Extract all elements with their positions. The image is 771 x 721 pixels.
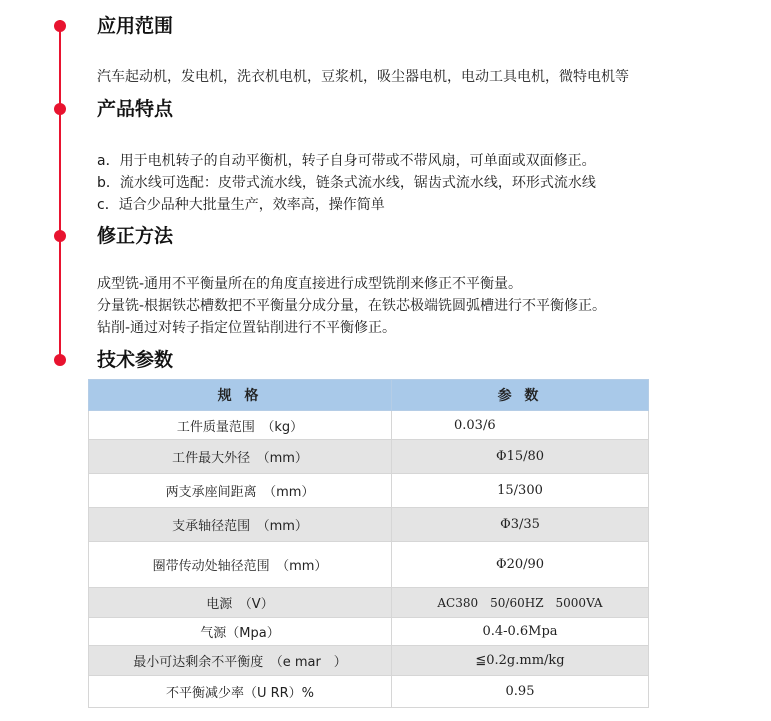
spec-cell: 工件最大外径 （mm）	[89, 440, 392, 474]
table-row	[89, 646, 649, 676]
section-body-correction	[97, 273, 606, 339]
section-body-application	[97, 66, 629, 88]
value-cell: 0.95	[392, 676, 649, 708]
section-title-features: 产品特点	[97, 98, 174, 120]
feature-line: a．用于电机转子的自动平衡机，转子自身可带或不带风扇，可单面或双面修正。	[97, 153, 596, 169]
section-title-specs: 技术参数	[97, 349, 174, 371]
section-title-correction: 修正方法	[97, 225, 174, 247]
section-body-features	[97, 150, 596, 216]
feature-line: b．流水线可选配：皮带式流水线，链条式流水线，锯齿式流水线，环形式流水线	[97, 175, 596, 191]
spec-cell: 圈带传动处轴径范围 （mm）	[89, 542, 392, 588]
spec-cell: 最小可达剩余不平衡度 （e mar ）	[89, 646, 392, 676]
value-cell: Φ15/80	[392, 440, 649, 474]
feature-line: c．适合少品种大批量生产，效率高，操作简单	[97, 197, 385, 213]
header-spec: 规 格	[89, 380, 392, 411]
timeline-dot	[54, 354, 66, 366]
table-row	[89, 474, 649, 508]
table-row	[89, 618, 649, 646]
correction-line: 钻削-通过对转子指定位置钻削进行不平衡修正。	[97, 320, 397, 336]
section-title-application: 应用范围	[97, 15, 174, 37]
value-cell: AC380 50/60HZ 5000VA	[392, 588, 649, 618]
spec-cell: 支承轴径范围 （mm）	[89, 508, 392, 542]
spec-cell: 两支承座间距离 （mm）	[89, 474, 392, 508]
header-value: 参 数	[392, 380, 649, 411]
value-cell: 15/300	[392, 474, 649, 508]
spec-cell: 电源 （V）	[89, 588, 392, 618]
value-cell: 0.4-0.6Mpa	[392, 618, 649, 646]
timeline-dot	[54, 103, 66, 115]
spec-table	[88, 379, 649, 708]
timeline-dot	[54, 230, 66, 242]
value-cell: Φ20/90	[392, 542, 649, 588]
correction-line: 分量铣-根据铁芯槽数把不平衡量分成分量，在铁芯极端铣圆弧槽进行不平衡修正。	[97, 298, 607, 314]
spec-cell: 不平衡减少率（U RR）%	[89, 676, 392, 708]
application-line: 汽车起动机，发电机，洗衣机电机，豆浆机，吸尘器电机，电动工具电机，微特电机等	[97, 69, 629, 85]
table-row	[89, 411, 649, 440]
table-row	[89, 508, 649, 542]
table-row	[89, 676, 649, 708]
table-row	[89, 588, 649, 618]
timeline-line	[59, 20, 61, 360]
timeline-dot	[54, 20, 66, 32]
spec-table-header	[89, 380, 649, 411]
spec-cell: 气源（Mpa）	[89, 618, 392, 646]
value-cell: ≦0.2g.mm/kg	[392, 646, 649, 676]
table-row	[89, 542, 649, 588]
spec-cell: 工件质量范围 （kg）	[89, 411, 392, 440]
value-cell: Φ3/35	[392, 508, 649, 542]
correction-line: 成型铣-通用不平衡量所在的角度直接进行成型铣削来修正不平衡量。	[97, 276, 523, 292]
value-cell: 0.03/6	[392, 411, 649, 440]
table-row	[89, 440, 649, 474]
